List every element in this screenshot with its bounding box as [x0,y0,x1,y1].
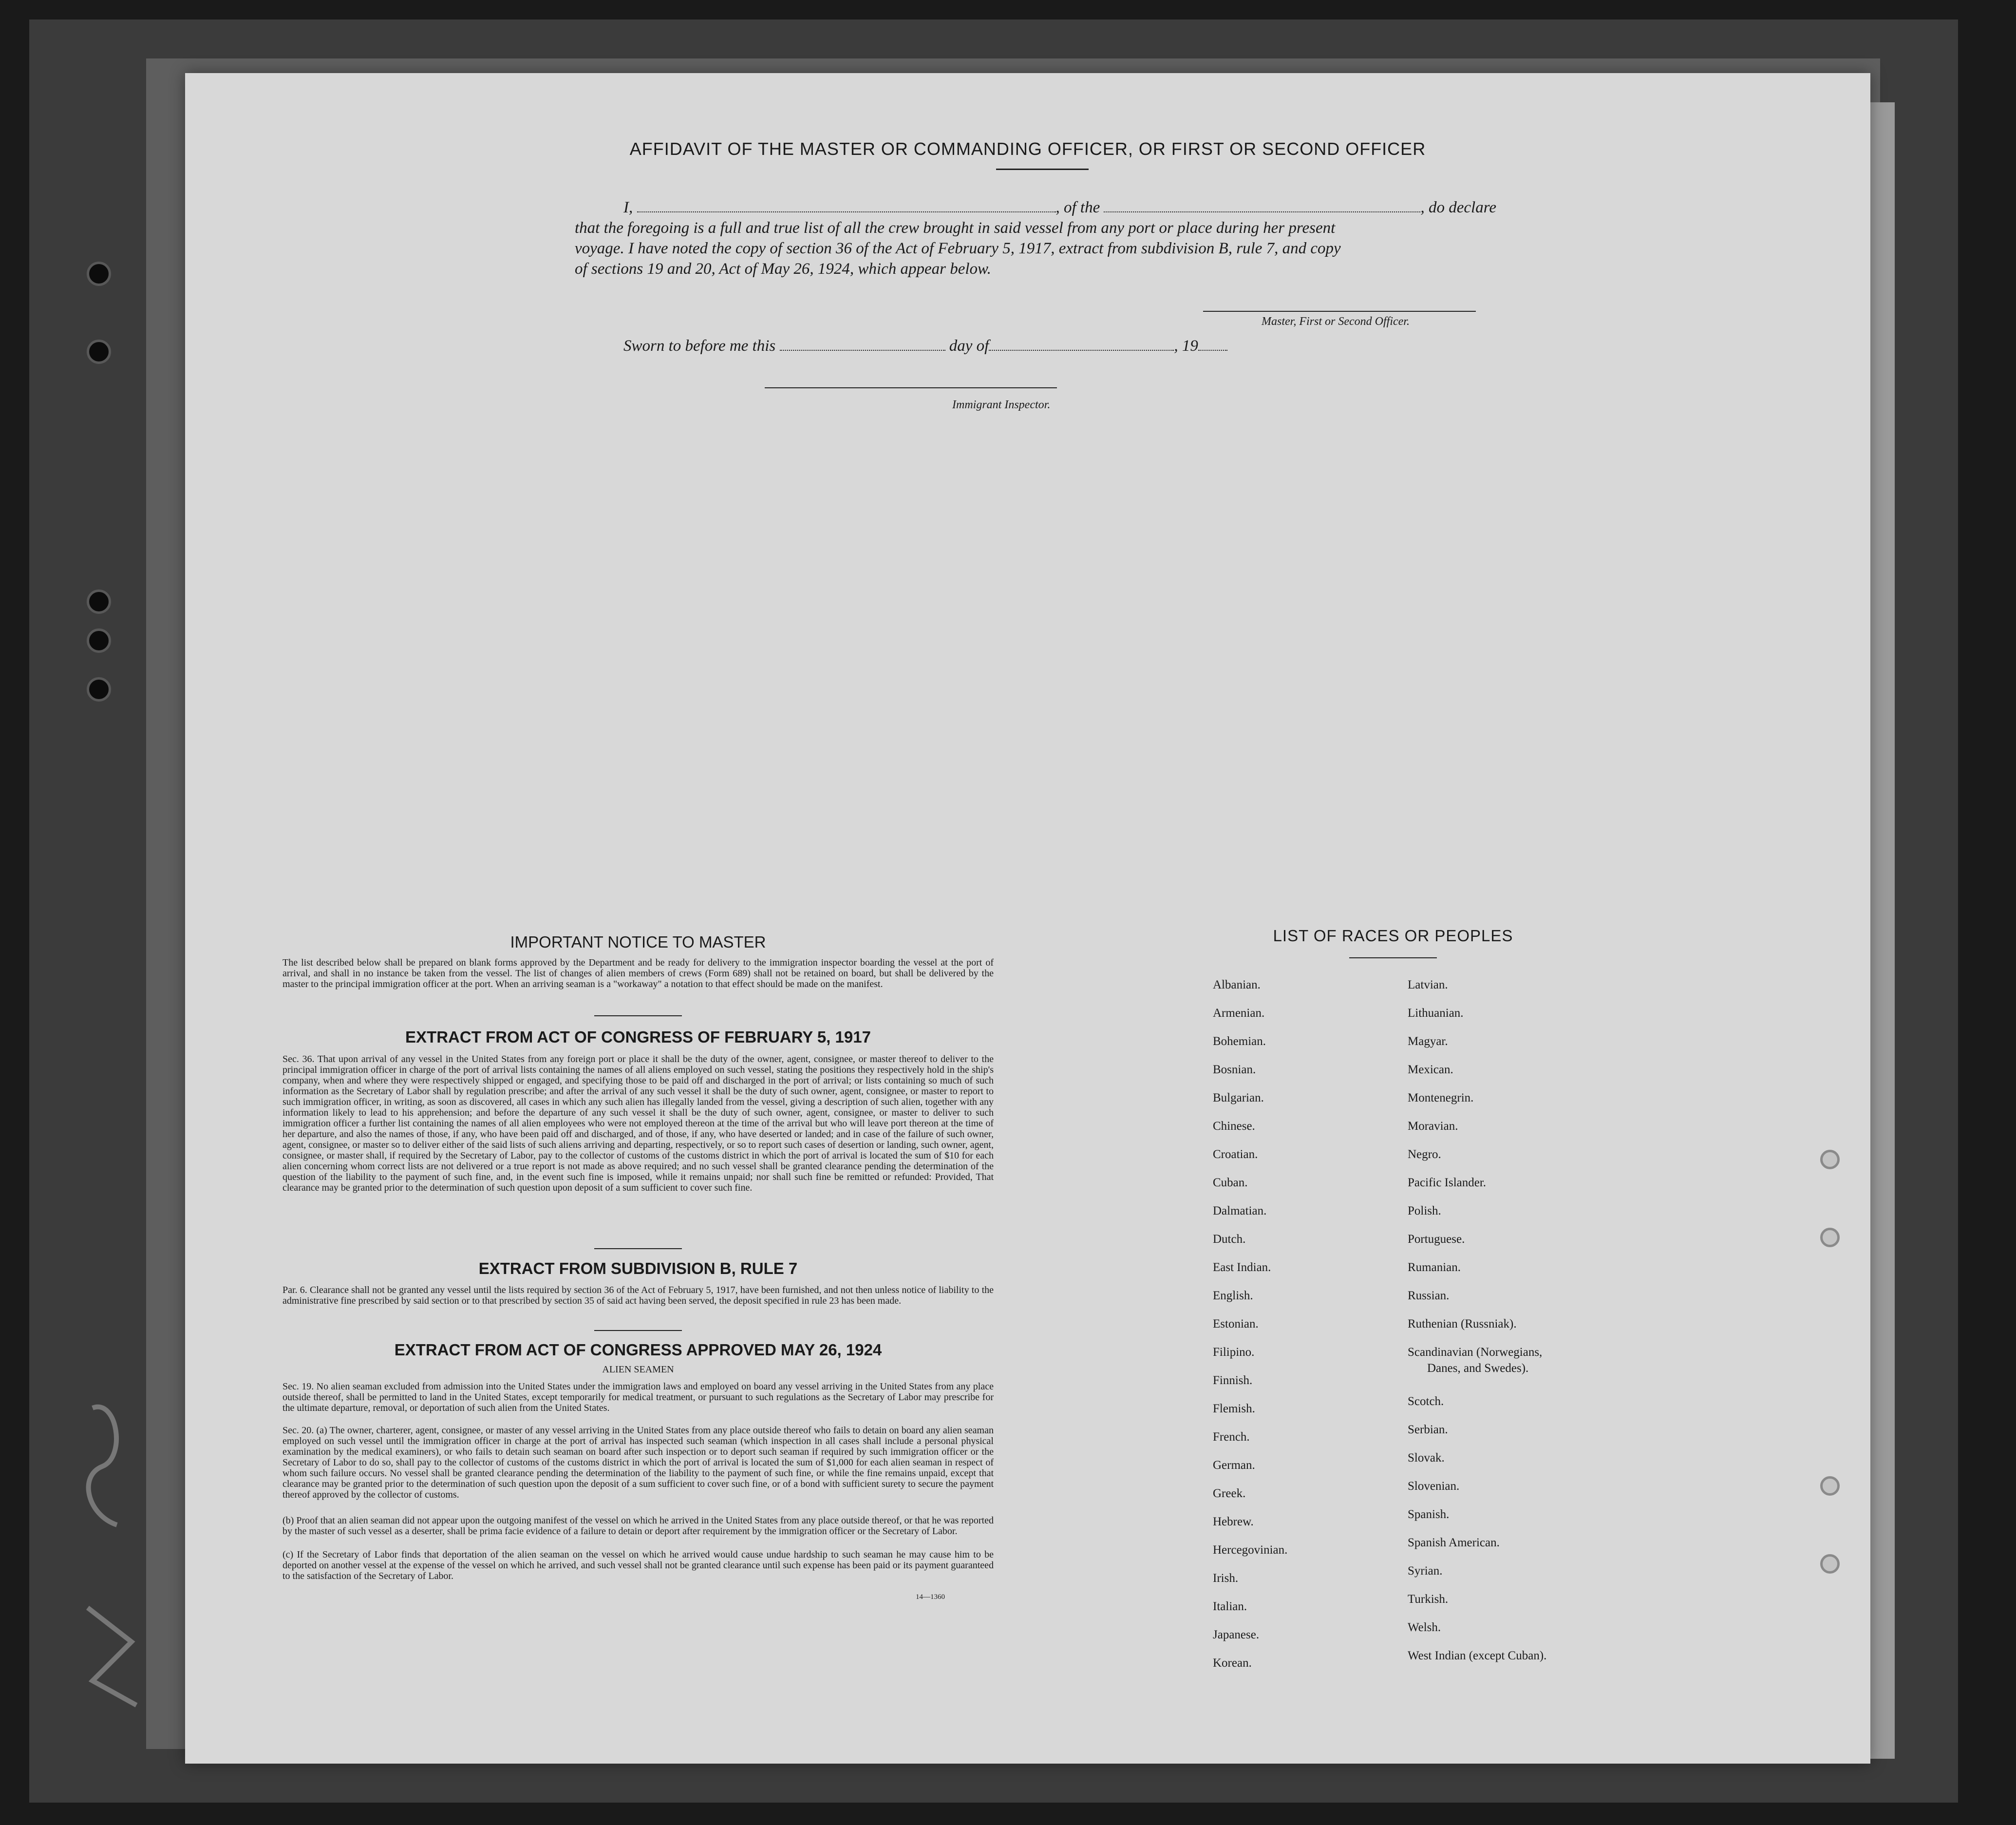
divider [594,1248,682,1249]
handwriting-mark [73,1388,170,1730]
race-item: Japanese. [1213,1628,1260,1641]
race-item: Dutch. [1213,1233,1246,1246]
race-item: Korean. [1213,1656,1252,1670]
extract-1917-text: Sec. 36. That upon arrival of any vessel in the United States from any foreign port or place it shall be the duty of the owner, agent, consignee, or master thereof to deliver to the principal immigration officer in charge of the port of arrival lists containing the names of all aliens employed on such vessel, stating the positions they respectively hold in the ship's company, when and where they were respectively shipped or engaged, and specifying those to be paid off and discharged in the port of arrival; or lists containing so much of such information as the Secretary of Labor shall by regulation prescribe; and after the arrival of any such vessel it shall be the duty of such owner, agent, consignee, or master to report to such immigration officer, in writing, as soon as discovered, all cases in which any such alien has illegally landed from the vessel, giving a description of such alien, together with any information likely to lead to his apprehension; and before the departure of any such vessel it shall be the duty of such owner, agent, consignee, or master to deliver to such immigration officer a further list containing the names of all alien employees who were not employed thereon at the time of the arrival but who will leave port thereon at the time of her departure, and also the names of those, if any, who have been paid off and discharged, and of those, if any, who have deserted or landed; and in case of the failure of such owner, agent, consignee, or master so to deliver either of the said lists of such aliens arriving and departing, respectively, or so to report such cases of desertion or landing, such owner, agent, consignee, or master shall, if required by the Secretary of Labor, pay to the collector of customs of the customs district in which the port of arrival is located the sum of $10 for each alien concerning whom correct lists are not delivered or a true report is not made as above required; and no such vessel shall be granted clearance pending the determination of the question of the liability to the payment of such fine, and, in the event such fine is imposed, while it remains unpaid; nor shall such fine be remitted or refunded: Provided, That clearance may be granted prior to the determination of such question upon deposit of a sum sufficient to cover such fine. [283,1054,994,1193]
race-item: Italian. [1213,1600,1247,1613]
name-blank[interactable] [637,201,1056,212]
race-item: Slovak. [1408,1451,1445,1464]
sec20c-text: (c) If the Secretary of Labor finds that deportation of the alien seaman on the vessel on which he arrived would cause undue hardship to such seaman he may cause him to be deported on another vessel at the expense of the vessel on which he arrived, and such vessel shall not be granted clearance until such expense has been paid or its payment guaranteed to the satisfaction of the Secretary of Labor. [283,1549,994,1581]
binder-hole [87,340,111,364]
extract-1924-title: EXTRACT FROM ACT OF CONGRESS APPROVED MAY 26, 1924 [394,1341,882,1359]
binder-hole [87,677,111,702]
affidavit-line-2: that the foregoing is a full and true list of all the crew brought in said vessel from any port or place during her present [575,219,1336,237]
rule7-title: EXTRACT FROM SUBDIVISION B, RULE 7 [478,1259,798,1277]
race-item: English. [1213,1289,1253,1302]
race-item: Scotch. [1408,1395,1444,1408]
sec20b-text: (b) Proof that an alien seaman did not appear upon the outgoing manifest of the vessel on which he arrived in the United States from any place outside thereof, or that he was reported by the master of such vessel as a deserter, shall be prima facie evidence of a failure to detain or deport after requirement by the immigration officer or the Secretary of Labor. [283,1515,994,1537]
master-signature-line[interactable] [1203,311,1476,312]
race-item: Slovenian. [1408,1480,1460,1493]
binder-hole [87,262,111,286]
punch-hole [1820,1150,1840,1169]
race-item: Bulgarian. [1213,1091,1264,1104]
sworn-prefix: Sworn to before me this [623,337,776,355]
race-item: Spanish American. [1408,1536,1500,1549]
race-item: Flemish. [1213,1402,1255,1415]
punch-hole [1820,1554,1840,1574]
race-item: Dalmatian. [1213,1204,1267,1217]
sworn-year-blank[interactable] [1198,339,1227,351]
race-item: Pacific Islander. [1408,1176,1487,1189]
race-item: Albanian. [1213,978,1261,991]
race-item: Hebrew. [1213,1515,1254,1528]
race-item: Finnish. [1213,1374,1253,1387]
race-item: Serbian. [1408,1423,1448,1436]
race-item: Turkish. [1408,1593,1449,1606]
race-item: Portuguese. [1408,1233,1465,1246]
alien-seamen-subtitle: ALIEN SEAMEN [602,1364,674,1375]
race-item: Syrian. [1408,1564,1443,1578]
notice-title: IMPORTANT NOTICE TO MASTER [510,933,766,951]
affidavit-of-the: , of the [1055,199,1100,216]
affidavit-line-4: of sections 19 and 20, Act of May 26, 1924, which appear below. [575,260,991,278]
race-item: Negro. [1408,1148,1441,1161]
punch-hole [1820,1228,1840,1247]
race-item: French. [1213,1430,1250,1444]
race-item: Magyar. [1408,1035,1448,1048]
race-item: West Indian (except Cuban). [1408,1649,1547,1662]
race-item: Irish. [1213,1572,1239,1585]
punch-hole [1820,1476,1840,1496]
binder-hole [87,589,111,614]
race-item: Chinese. [1213,1120,1255,1133]
race-item: Latvian. [1408,978,1448,991]
race-item: Welsh. [1408,1621,1441,1634]
race-item: Mexican. [1408,1063,1453,1076]
race-item: Bosnian. [1213,1063,1256,1076]
rule7-text: Par. 6. Clearance shall not be granted any vessel until the lists required by section 36 of the Act of February 5, 1917, have been furnished, and not then unless notice of liability to the administrative fine prescribed by said section or to that prescribed by section 35 of said act having been served, the deposit specified in rule 23 has been made. [283,1285,994,1306]
race-item: Filipino. [1213,1346,1255,1359]
sworn-month-blank[interactable] [989,339,1174,351]
race-item: Moravian. [1408,1120,1458,1133]
sec20a-text: Sec. 20. (a) The owner, charterer, agent, consignee, or master of any vessel arriving in the United States from any place outside thereof who fails to detain on board any alien seaman employed on such vessel until the immigration officer in charge at the port of arrival has inspected such seaman (which inspection in all cases shall include a personal physical examination by the medical examiners), or who fails to detain such seaman on board after such inspection or to deport such seaman if required by such immigration officer or the Secretary of Labor to do so, shall pay to the collector of customs of the customs district in which the port of arrival is located the sum of $1,000 for each alien seaman in respect of whom such failure occurs. No vessel shall be granted clearance pending the determination of the liability to the payment of such fine, or while the fine remains unpaid, except that clearance may be granted prior to the determination of such question upon the deposit of a sum sufficient to cover such fine, or of a bond with sufficient surety to secure the payment thereof approved by the collector of customs. [283,1425,994,1500]
race-item: Ruthenian (Russniak). [1408,1317,1517,1331]
race-item: German. [1213,1459,1255,1472]
crew-list-form-back [185,73,1870,1764]
race-item: Bohemian. [1213,1035,1266,1048]
race-item: Rumanian. [1408,1261,1461,1274]
vessel-blank[interactable] [1104,201,1420,212]
affidavit-i: I, [623,199,633,216]
sworn-day-of: day of [949,337,989,355]
race-item: Danes, and Swedes). [1427,1362,1529,1375]
extract-1917-title: EXTRACT FROM ACT OF CONGRESS OF FEBRUARY 5, 1917 [405,1028,871,1046]
affidavit-title: AFFIDAVIT OF THE MASTER OR COMMANDING OFFICER, OR FIRST OR SECOND OFFICER [629,139,1426,159]
race-item: Russian. [1408,1289,1450,1302]
race-item: East Indian. [1213,1261,1271,1274]
race-item: Armenian. [1213,1007,1265,1020]
race-item: Polish. [1408,1204,1441,1217]
race-item: Greek. [1213,1487,1246,1500]
master-signature-label: Master, First or Second Officer. [1262,315,1410,328]
races-title: LIST OF RACES OR PEOPLES [1273,927,1513,945]
sworn-day-blank[interactable] [780,339,945,351]
race-item: Hercegovinian. [1213,1543,1288,1557]
notice-text: The list described below shall be prepared on blank forms approved by the Department and be ready for delivery to the immigration inspector boarding the vessel at the port of arrival, and shall in no instance be taken from the vessel. The list of changes of alien members of crews (Form 689) shall not be retained on board, but shall be delivered by the master to the principal immigration officer at the port. When an arriving seaman is a "workaway" a notation to that effect should be made on the manifest. [283,957,994,989]
race-item: Lithuanian. [1408,1007,1464,1020]
divider [594,1015,682,1016]
sworn-year: , 19 [1174,337,1198,355]
race-item: Scandinavian (Norwegians, [1408,1346,1543,1359]
race-item: Estonian. [1213,1317,1259,1331]
race-item: Spanish. [1408,1508,1450,1521]
sec19-text: Sec. 19. No alien seaman excluded from admission into the United States under the immigration laws and employed on board any vessel arriving in the United States from any place outside thereof, shall be permitted to land in the United States, except temporarily for medical treatment, or pursuant to such regulations as the Secretary of Labor may prescribe for the ultimate departure, removal, or deportation of such alien from the United States. [283,1381,994,1413]
title-rule [996,169,1089,170]
race-item: Croatian. [1213,1148,1258,1161]
divider [594,1330,682,1331]
race-item: Cuban. [1213,1176,1248,1189]
affidavit-line-1 [623,199,1549,217]
form-number: 14—1360 [916,1593,945,1601]
inspector-signature-line[interactable] [765,387,1057,388]
binder-hole [87,628,111,653]
races-title-rule [1349,957,1437,958]
inspector-signature-label: Immigrant Inspector. [952,399,1051,411]
sworn-line [623,337,1549,355]
race-item: Montenegrin. [1408,1091,1474,1104]
affidavit-do-declare: , do declare [1420,199,1496,216]
affidavit-line-3: voyage. I have noted the copy of section 36 of the Act of February 5, 1917, extract from subdivision B, rule 7, and copy [575,240,1341,257]
